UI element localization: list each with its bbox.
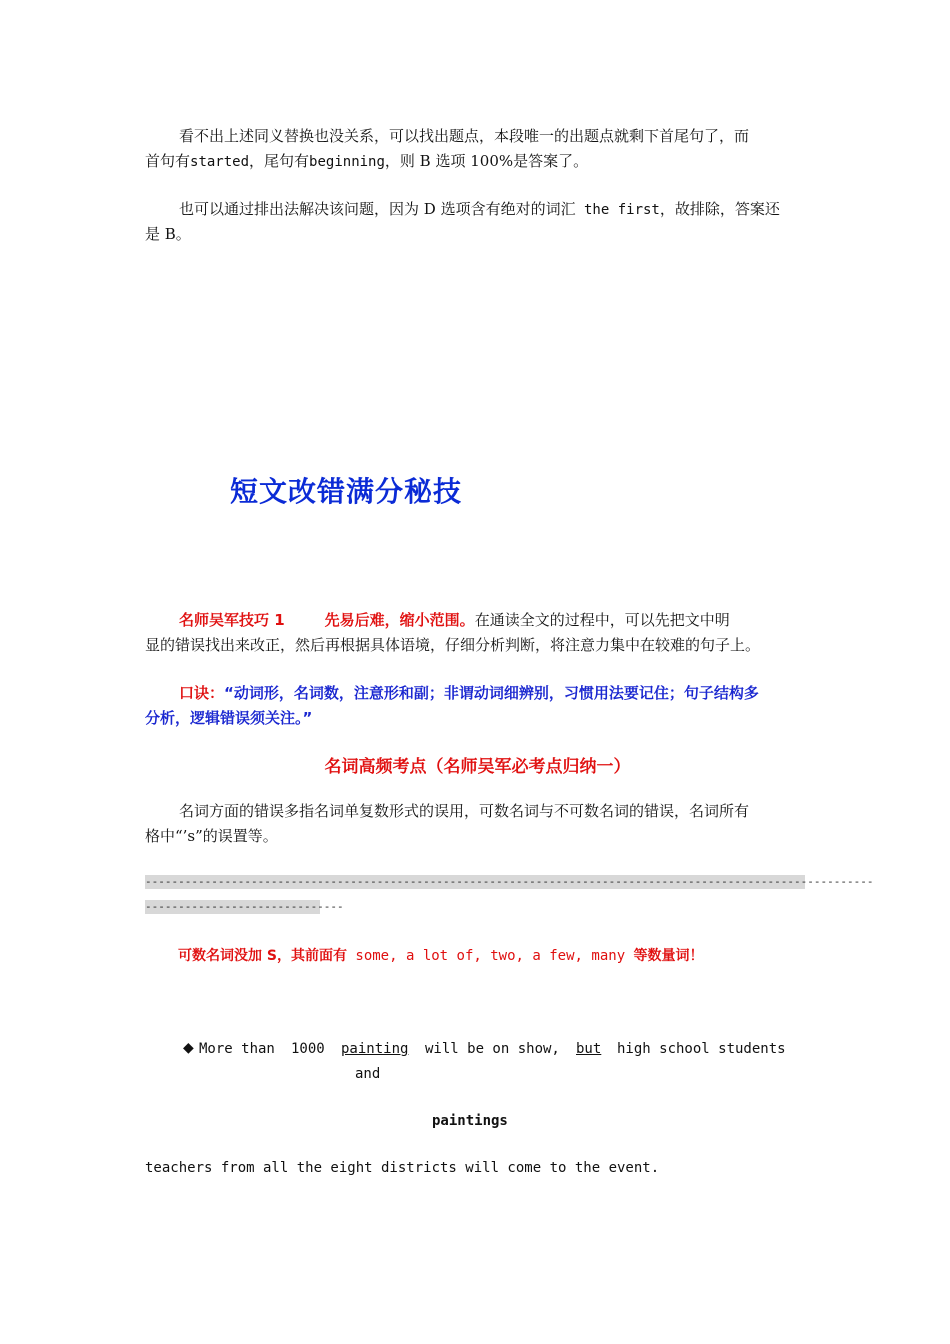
tip-headline: 先易后难，缩小范围。 [324,611,475,629]
tip-text: 在通读全文的过程中，可以先把文中明 [474,611,730,629]
mnemonic-text: “动词形，名词数，注意形和副；非谓动词细辨别，习惯用法要记住；句子结构多 [224,684,759,702]
rule-note [178,945,704,965]
divider-line: -------------------------------------------------------------------------------------------------------------- [145,875,874,888]
mnemonic-label: 口诀： [179,684,225,702]
text: 也可以通过排出法解决该问题，因为 D 选项含有绝对的词汇 [179,200,576,218]
text: 名词方面的错误多指名词单复数形式的误用，可数名词与不可数名词的错误，名词所有 [179,802,750,820]
paragraph-elimination [145,197,810,223]
correction-and: and [355,1066,381,1082]
paragraph-answer-explanation-cont [145,149,810,175]
rule-quantifiers: some, a lot of, two, a few, many [346,948,634,964]
keyword-beginning: beginning [309,154,385,170]
example-word: will be on show, [425,1041,560,1057]
text: 格中“’s”的误置等。 [145,827,278,845]
error-word-painting: painting [341,1041,409,1057]
correction-paintings: paintings [432,1113,508,1129]
page-title: 短文改错满分秘技 [230,475,463,508]
paragraph-line: 看不出上述同义替换也没关系，可以找出题点，本段唯一的出题点就剩下首尾句了，而 [179,127,750,145]
example-word: high school students [617,1041,786,1057]
text: 首句有 [145,152,191,170]
error-word-but: but [576,1041,602,1057]
divider-line: ------------------------------ [145,900,344,913]
paragraph-answer-explanation [145,124,810,149]
tip-1 [145,608,810,633]
paragraph-elimination-cont [145,222,810,247]
text: ，则 B 选项 100%是答案了。 [384,152,589,170]
rule-text: 等数量词！ [633,948,704,964]
rule-text: 可数名词没加 S，其前面有 [178,948,347,964]
section-heading: 名词高频考点（名师吴军必考点归纳一） [324,757,631,777]
example-word: More than [199,1041,275,1057]
mnemonic-text: 分析，逻辑错误须关注。” [145,709,313,727]
tip-label: 名师吴军技巧 1 [179,611,285,629]
tip-1-cont [145,633,810,658]
keyword-started: started [190,154,250,170]
keyword-the-first: the first [575,202,660,218]
mnemonic-cont [145,706,810,731]
noun-paragraph-cont [145,824,810,849]
example-sentence [183,1040,803,1062]
text: ，故排除，答案还 [659,200,780,218]
noun-paragraph [145,799,810,824]
example-number: 1000 [291,1041,325,1057]
example-continuation: teachers from all the eight districts will come to the event. [145,1160,660,1176]
text: 是 B。 [145,225,191,243]
tip-text: 显的错误找出来改正，然后再根据具体语境，仔细分析判断，将注意力集中在较难的句子上。 [145,636,761,654]
diamond-bullet-icon: ◆ [183,1040,194,1056]
text: ，尾句有 [249,152,310,170]
mnemonic [145,681,810,706]
